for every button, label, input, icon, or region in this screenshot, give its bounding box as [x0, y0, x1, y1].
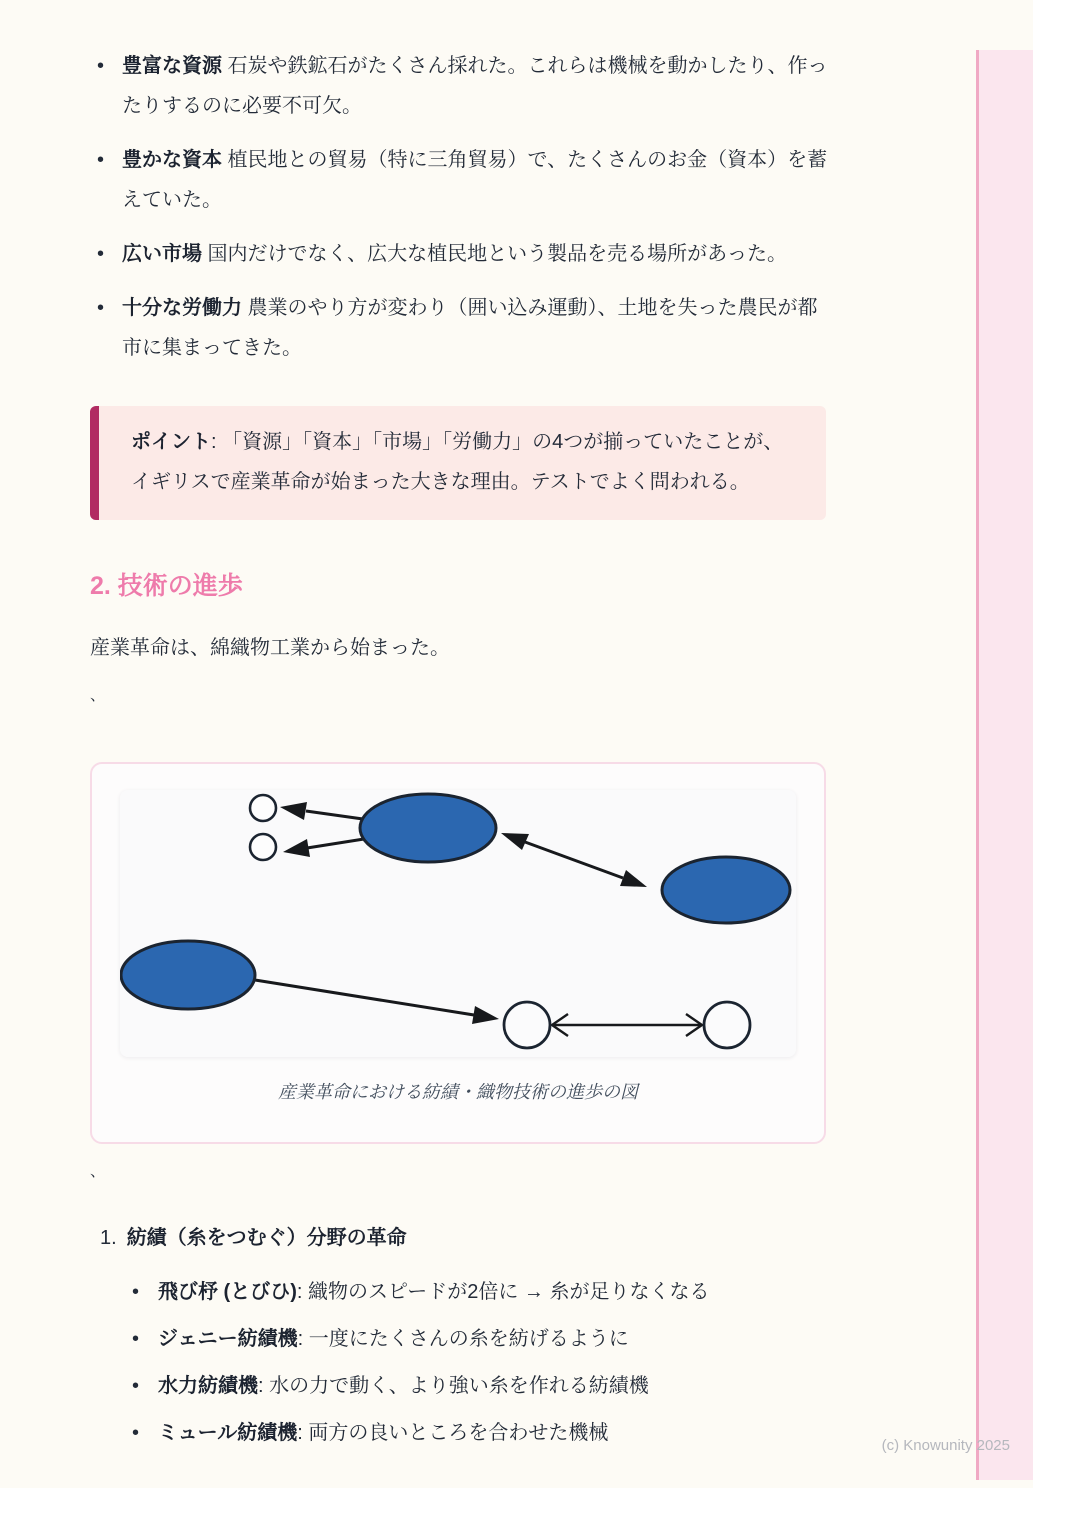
- section-heading: 2. 技術の進歩: [90, 572, 243, 600]
- list-number: 1.: [100, 1227, 117, 1249]
- white-circle-bottom-left: [504, 1002, 550, 1048]
- list-item: [90, 234, 836, 274]
- right-pink-stripe: [976, 50, 1033, 1480]
- stray-comma: 、: [90, 687, 106, 704]
- bullet-text: 石炭や鉄鉱石がたくさん採れた。これらは機械を動かしたり、作ったりするのに必要不可欠。: [122, 55, 828, 117]
- bullet-term: 飛び杼 (とびひ): [158, 1281, 297, 1303]
- bullet-text: 植民地との貿易（特に三角貿易）で、たくさんのお金（資本）を蓄えていた。: [122, 149, 828, 211]
- list-item: [130, 1366, 836, 1406]
- white-circle-bottom-right: [704, 1002, 750, 1048]
- bottom-white-margin: [0, 1488, 1080, 1528]
- small-white-circle: [250, 834, 276, 860]
- bullet-text: 国内だけでなく、広大な植民地という製品を売る場所があった。: [202, 243, 787, 265]
- bullet-text: : 水の力で動く、より強い糸を作れる紡績機: [258, 1375, 649, 1397]
- bullet-term: 水力紡績機: [158, 1375, 258, 1397]
- right-white-margin: [1033, 0, 1080, 1528]
- inventions-bullet-list: [90, 1272, 836, 1453]
- blue-ellipse-top: [360, 794, 496, 862]
- spinning-weaving-diagram: [120, 790, 796, 1057]
- list-item: [130, 1272, 836, 1312]
- bullet-text: : 織物のスピードが2倍に → 糸が足りなくなる: [296, 1281, 710, 1303]
- list-item: [90, 46, 836, 126]
- bullet-text: 農業のやり方が変わり（囲い込み運動）、土地を失った農民が都市に集まってきた。: [122, 297, 818, 359]
- numbered-item-heading: [90, 1218, 836, 1258]
- list-item: [90, 288, 836, 368]
- callout-label: ポイント: [131, 431, 211, 453]
- bullet-term: 豊かな資本: [122, 149, 222, 171]
- point-callout: [90, 406, 826, 520]
- list-item: [130, 1319, 836, 1359]
- section-paragraph: 産業革命は、綿織物工業から始まった。: [90, 637, 450, 659]
- bullet-term: 十分な労働力: [122, 297, 242, 319]
- blue-ellipse-right: [662, 857, 790, 923]
- bullet-term: 広い市場: [122, 243, 202, 265]
- callout-text: : 「資源」「資本」「市場」「労働力」の4つが揃っていたことが、イギリスで産業革命が始まった大きな理由。テストでよく問われる。: [131, 431, 784, 493]
- reasons-bullet-list: [90, 46, 836, 368]
- bullet-text: : 両方の良いところを合わせた機械: [297, 1422, 609, 1444]
- bullet-text: : 一度にたくさんの糸を紡げるように: [297, 1328, 629, 1350]
- numbered-item-title: 紡績（糸をつむぐ）分野の革命: [126, 1227, 407, 1249]
- list-item: [90, 140, 836, 220]
- numbered-section: [90, 1218, 836, 1453]
- figure-card: [90, 762, 826, 1144]
- stray-comma: 、: [90, 1163, 106, 1180]
- bullet-term: ミュール紡績機: [158, 1422, 298, 1444]
- list-item: [130, 1413, 836, 1453]
- bullet-term: 豊富な資源: [122, 55, 222, 77]
- blue-ellipse-left: [121, 941, 255, 1009]
- figure-caption: 産業革命における紡績・織物技術の進歩の図: [278, 1082, 638, 1102]
- footer-credit: (c) Knowunity 2025: [881, 1437, 1010, 1454]
- small-white-circle: [250, 795, 276, 821]
- bullet-term: ジェニー紡績機: [158, 1328, 298, 1350]
